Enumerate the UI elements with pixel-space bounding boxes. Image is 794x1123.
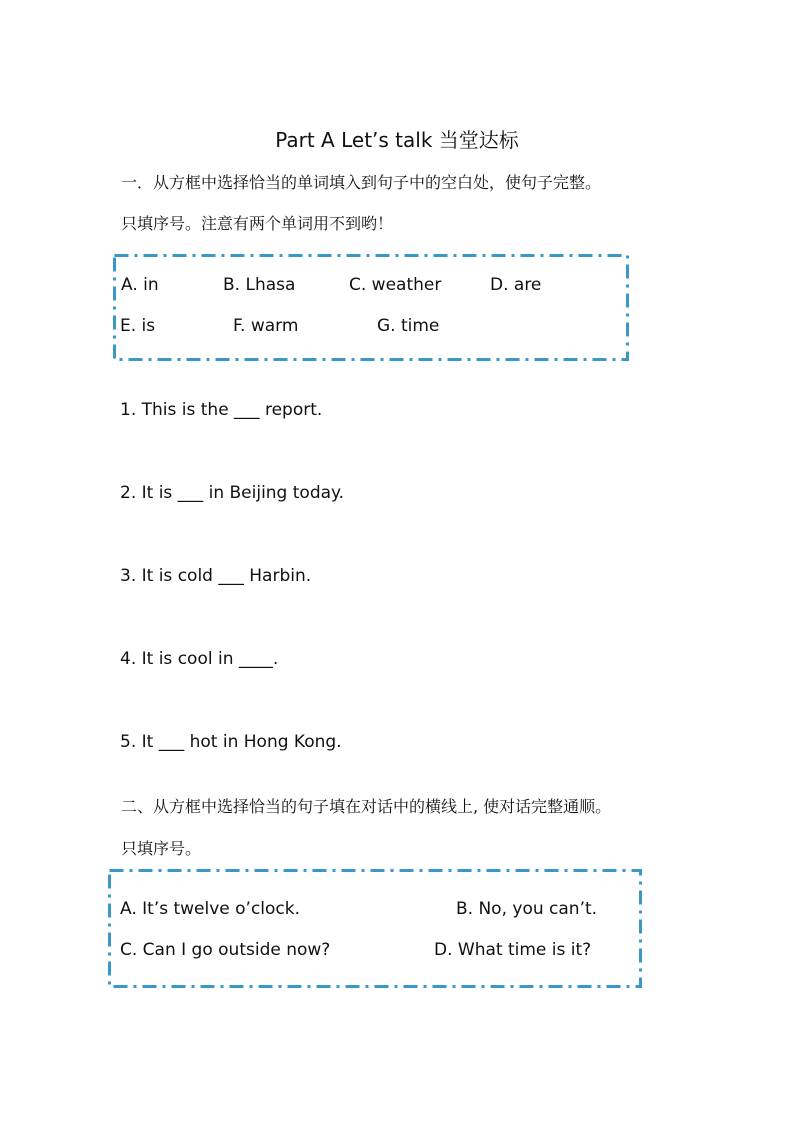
option-b: B. Lhasa (223, 275, 296, 295)
sentence-2: 2. It is ___ in Beijing today. (120, 483, 345, 503)
option-f: F. warm (233, 316, 299, 336)
section1-instruction-line1: 一．从方框中选择恰当的单词填入到句子中的空白处，使句子完整。 (121, 173, 602, 192)
option-a: A. in (121, 275, 159, 295)
option-e: E. is (120, 316, 156, 336)
sentence-1: 1. This is the ___ report. (120, 400, 323, 420)
dialog-option-c: C. Can I go outside now? (120, 940, 331, 960)
section1-word-box (113, 254, 629, 362)
section1-instruction-line2: 只填序号。注意有两个单词用不到哟！ (121, 214, 394, 233)
section2-sentence-box (108, 869, 642, 989)
sentence-3: 3. It is cold ___ Harbin. (120, 566, 312, 586)
dialog-option-a: A. It’s twelve o’clock. (120, 899, 301, 919)
page-title: Part A Let’s talk 当堂达标 (275, 128, 519, 152)
option-g: G. time (377, 316, 440, 336)
section2-instruction-line1: 二、从方框中选择恰当的句子填在对话中的横线上, 使对话完整通顺。 (121, 797, 612, 816)
sentence-5: 5. It ___ hot in Hong Kong. (120, 732, 342, 752)
option-d: D. are (490, 275, 542, 295)
option-c: C. weather (349, 275, 442, 295)
section2-instruction-line2: 只填序号。 (121, 839, 202, 858)
sentence-4: 4. It is cool in ____. (120, 649, 279, 669)
dialog-option-b: B. No, you can’t. (456, 899, 598, 919)
dialog-option-d: D. What time is it? (434, 940, 592, 960)
